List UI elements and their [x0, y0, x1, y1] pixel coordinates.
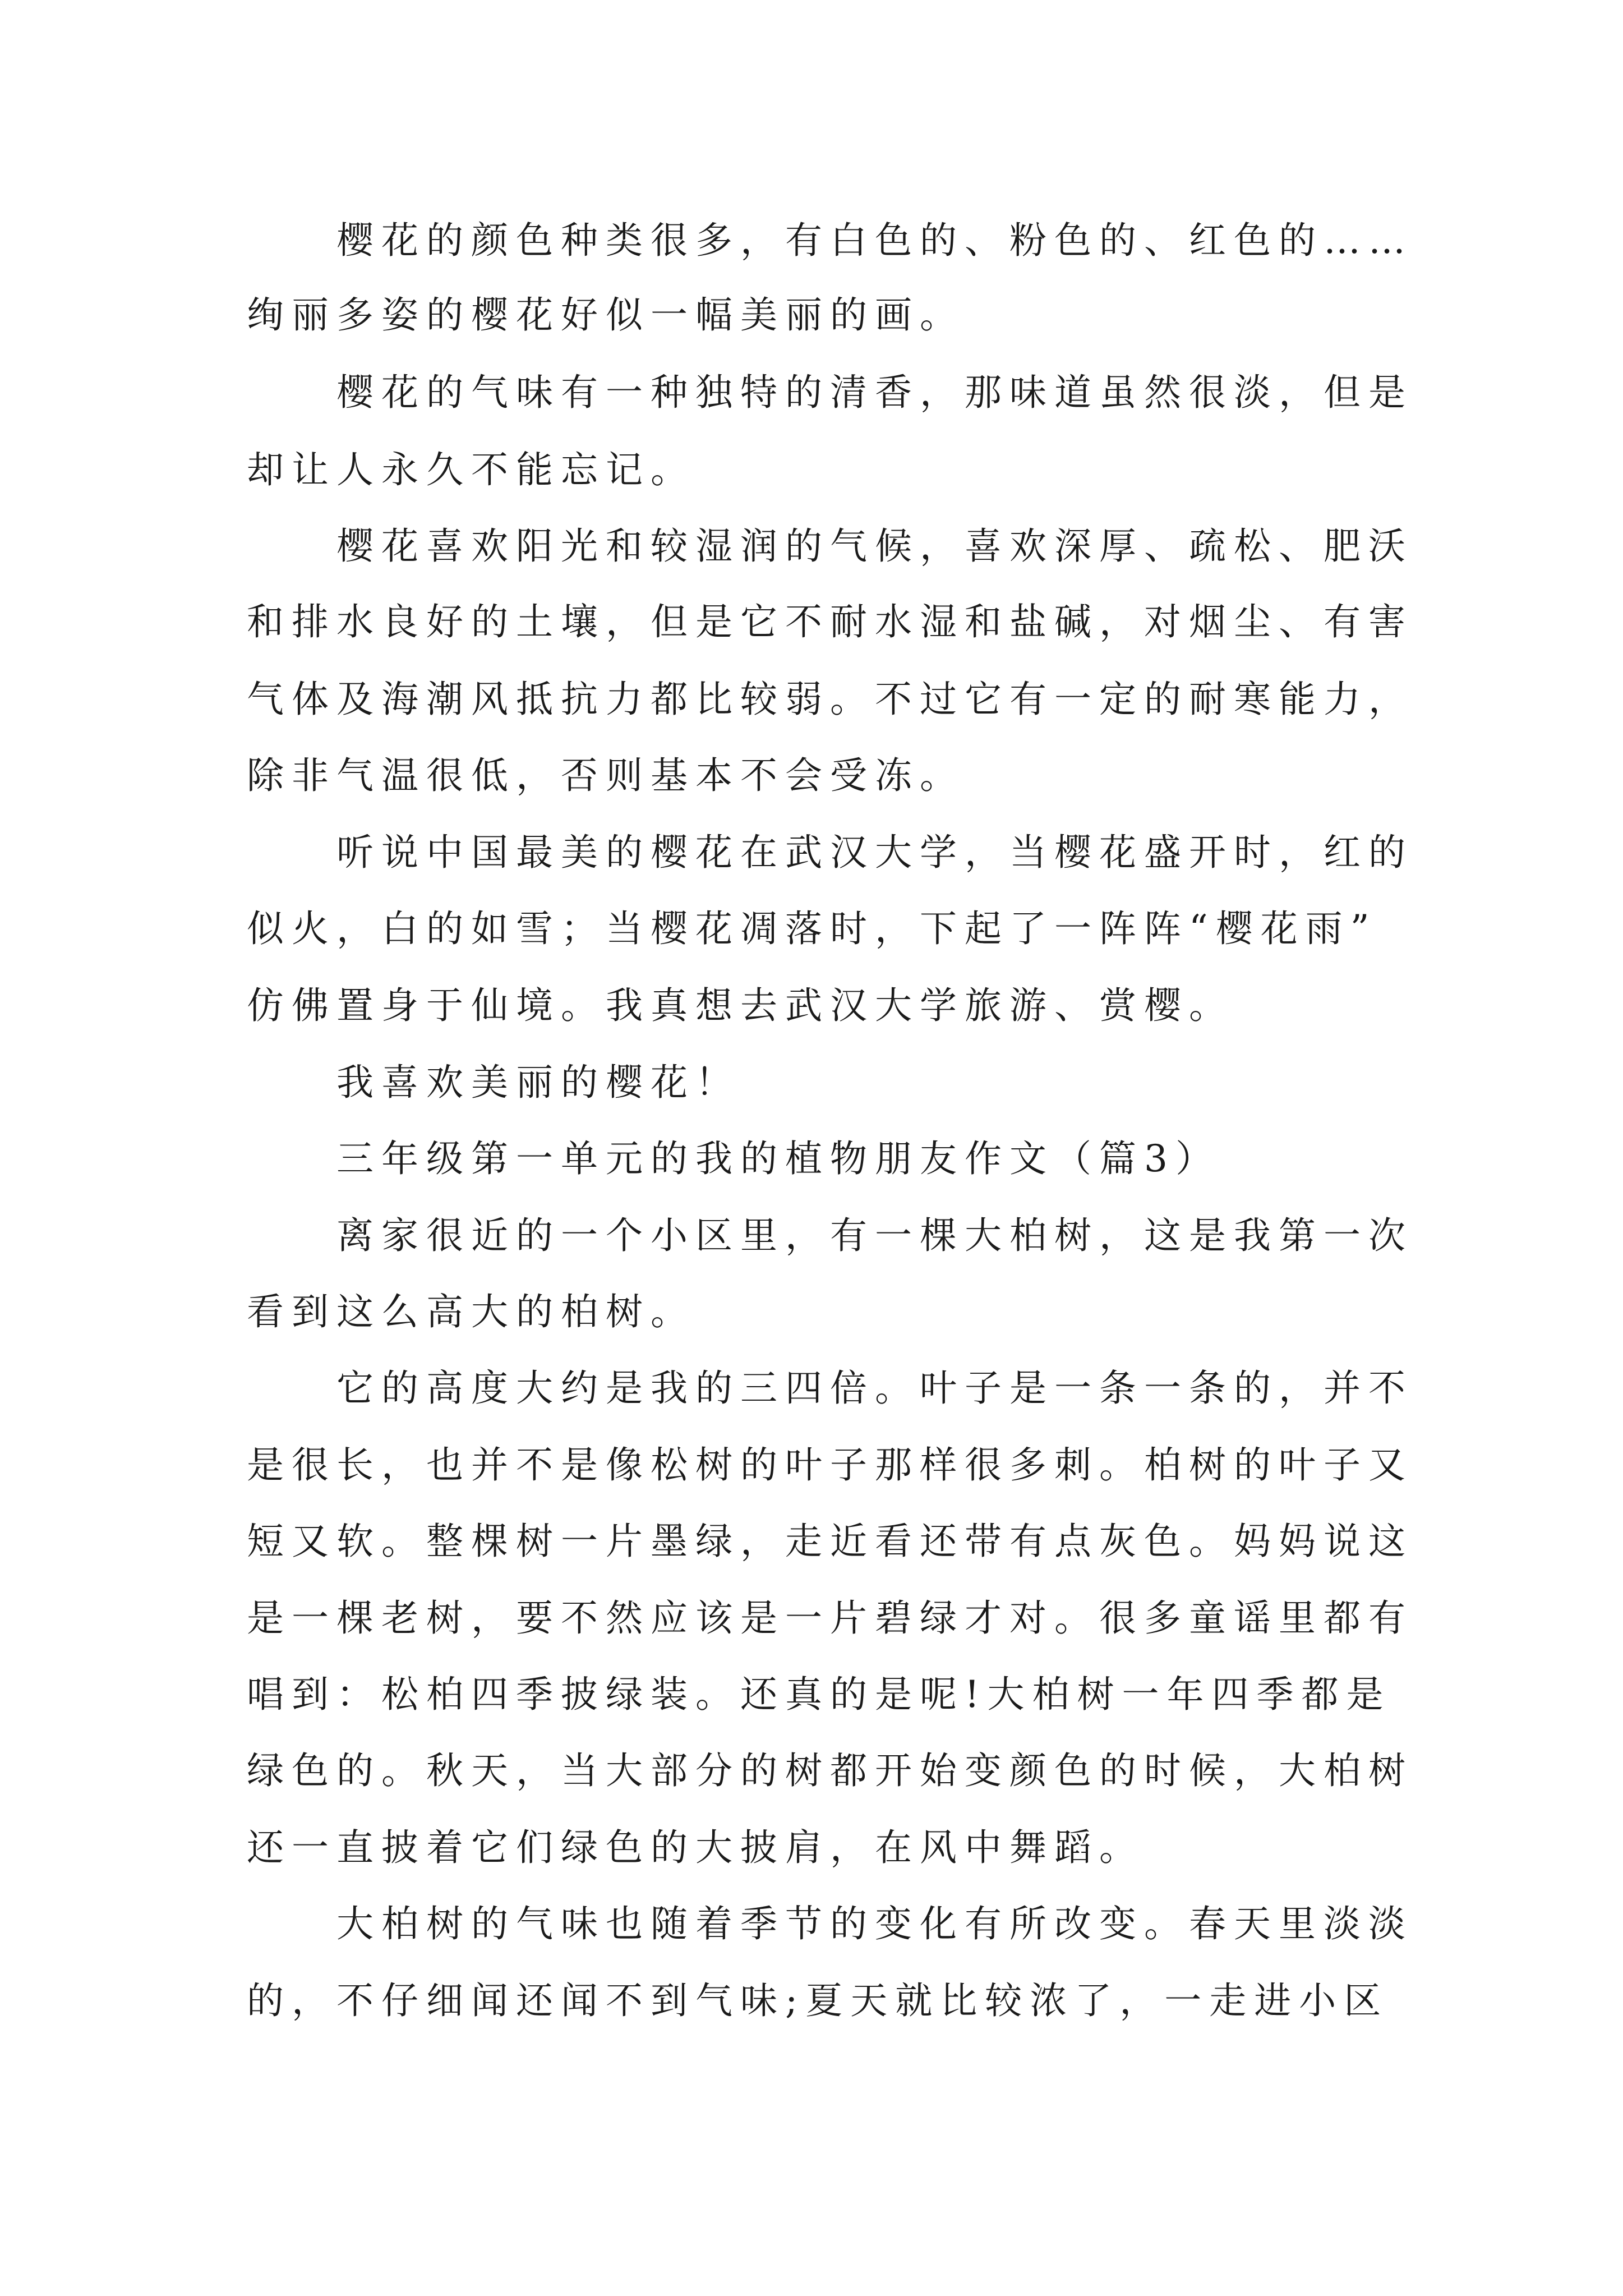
paragraph-line: 唱到：松柏四季披绿装。还真的是呢!大柏树一年四季都是	[247, 1673, 1391, 1716]
paragraph-line: 却让人永久不能忘记。	[247, 448, 695, 491]
paragraph-line: 樱花的气味有一种独特的清香，那味道虽然很淡，但是	[336, 371, 1413, 414]
paragraph-line: 听说中国最美的樱花在武汉大学，当樱花盛开时，红的	[336, 831, 1413, 874]
paragraph-line: 和排水良好的土壤，但是它不耐水湿和盐碱，对烟尘、有害	[247, 600, 1413, 643]
paragraph-line: 绿色的。秋天，当大部分的树都开始变颜色的时候，大柏树	[247, 1749, 1413, 1792]
paragraph-line: 大柏树的气味也随着季节的变化有所改变。春天里淡淡	[336, 1902, 1413, 1945]
paragraph-line: 离家很近的一个小区里，有一棵大柏树，这是我第一次	[336, 1214, 1413, 1257]
paragraph-line: 似火，白的如雪；当樱花凋落时，下起了一阵阵“樱花雨”	[247, 907, 1377, 950]
paragraph-line: 还一直披着它们绿色的大披肩，在风中舞蹈。	[247, 1826, 1144, 1869]
paragraph-line: 它的高度大约是我的三四倍。叶子是一条一条的，并不	[336, 1366, 1413, 1410]
paragraph-line: 仿佛置身于仙境。我真想去武汉大学旅游、赏樱。	[247, 984, 1234, 1027]
paragraph-line: 樱花喜欢阳光和较湿润的气候，喜欢深厚、疏松、肥沃	[336, 524, 1413, 568]
paragraph-line: 是很长，也并不是像松树的叶子那样很多刺。柏树的叶子又	[247, 1443, 1413, 1487]
paragraph-line: 短又软。整棵树一片墨绿，走近看还带有点灰色。妈妈说这	[247, 1520, 1413, 1563]
section-heading: 三年级第一单元的我的植物朋友作文（篇3）	[336, 1137, 1220, 1180]
paragraph-line: 的，不仔细闻还闻不到气味;夏天就比较浓了，一走进小区	[247, 1979, 1389, 2022]
paragraph-line: 樱花的颜色种类很多，有白色的、粉色的、红色的……	[336, 219, 1413, 262]
paragraph-line: 除非气温很低，否则基本不会受冻。	[247, 754, 965, 797]
paragraph-line: 是一棵老树，要不然应该是一片碧绿才对。很多童谣里都有	[247, 1596, 1413, 1640]
paragraph-line: 绚丽多姿的樱花好似一幅美丽的画。	[247, 293, 965, 337]
paragraph-line: 看到这么高大的柏树。	[247, 1290, 695, 1333]
paragraph-line: 气体及海潮风抵抗力都比较弱。不过它有一定的耐寒能力，	[247, 678, 1413, 721]
paragraph-line: 我喜欢美丽的樱花！	[336, 1061, 740, 1104]
